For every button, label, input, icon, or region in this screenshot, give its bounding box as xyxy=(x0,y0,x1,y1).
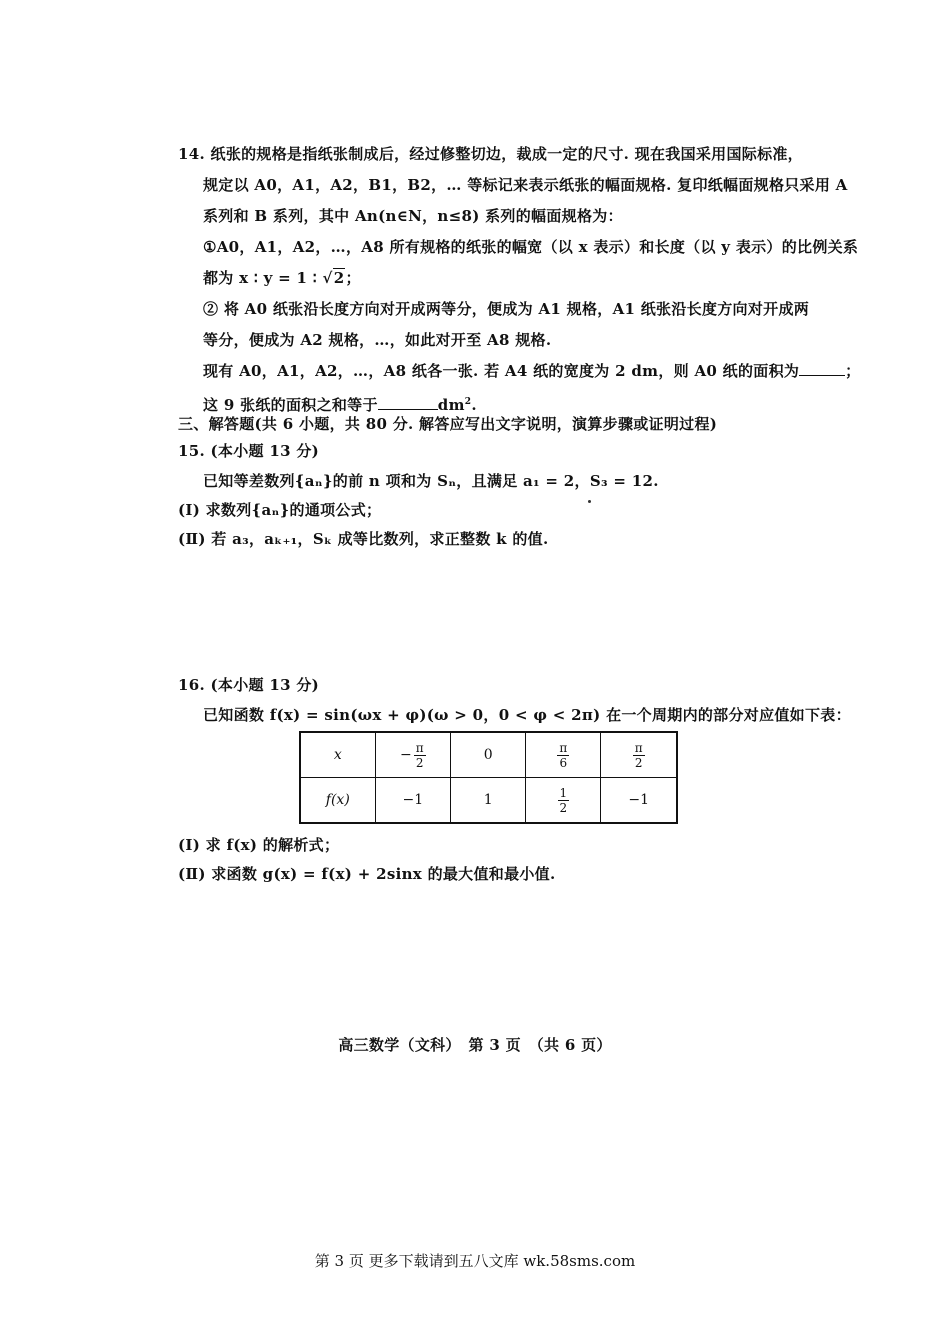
q14-sum-exp: 2 xyxy=(464,397,472,407)
table-cell-fx3: $\frac{1}{2}$ xyxy=(526,778,601,824)
table-cell-x2: 0 xyxy=(451,732,526,778)
q14-line-7: 等分，便成为 A2 规格，…，如此对开至 A8 规格. xyxy=(203,331,552,349)
watermark-footer: 第 3 页 更多下载请到五八文库 wk.58sms.com xyxy=(314,1252,636,1270)
q14-ratio-line xyxy=(203,268,361,288)
table-cell-fx1: −1 xyxy=(375,778,450,824)
value-table xyxy=(299,731,678,824)
q14-a0-area-text: 现有 A0，A1，A2，…，A8 纸各一张. 若 A4 纸的宽度为 2 dm，则 A0 纸的面积为 xyxy=(203,362,800,380)
q14-line-1: 14. 纸张的规格是指纸张制成后，经过修整切边，裁成一定的尺寸. 现在我国采用国际标准， xyxy=(178,145,803,163)
section-3-heading: 三、解答题(共 6 小题，共 80 分. 解答应写出文字说明，演算步骤或证明过程) xyxy=(178,415,718,433)
page-footer: 高三数学（文科） 第 3 页 （共 6 页） xyxy=(338,1036,612,1054)
table-row-fx xyxy=(300,778,677,824)
q14-sum-line xyxy=(203,392,477,415)
q14-sum-unit: dm xyxy=(437,396,465,414)
q15-part-1: (Ⅰ) 求数列{aₙ}的通项公式； xyxy=(178,501,382,519)
q14-a0-area-line xyxy=(203,361,860,381)
table-label-fx: f(x) xyxy=(300,778,375,824)
sqrt-symbol: √ xyxy=(322,269,333,287)
q14-ratio-prefix: 都为 x ∶ y = 1 ∶ xyxy=(203,269,323,287)
q15-part-2: (Ⅱ) 若 a₃，aₖ₊₁，Sₖ 成等比数列，求正整数 k 的值. xyxy=(178,530,549,548)
q14-a0-area-suffix: ； xyxy=(845,362,861,380)
q14-sum-suffix: . xyxy=(471,396,477,414)
q15-statement: 已知等差数列{aₙ}的前 n 项和为 Sₙ，且满足 a₁ = 2，S₃ = 12. xyxy=(203,472,659,490)
answer-blank-2[interactable] xyxy=(378,395,438,410)
q16-part-1: (Ⅰ) 求 f(x) 的解析式； xyxy=(178,836,340,854)
q16-statement: 已知函数 f(x) = sin(ωx + φ)(ω > 0，0 < φ < 2π) 在一个周期内的部分对应值如下表： xyxy=(203,706,851,724)
q14-ratio-suffix: ； xyxy=(345,269,361,287)
table-cell-fx2: 1 xyxy=(451,778,526,824)
table-cell-x1: − $\frac{\pi}{2}$ xyxy=(375,732,450,778)
q16-part-2: (Ⅱ) 求函数 g(x) = f(x) + 2sinx 的最大值和最小值. xyxy=(178,865,556,883)
table-label-x: x xyxy=(300,732,375,778)
q14-line-2: 规定以 A0，A1，A2，B1，B2，… 等标记来表示纸张的幅面规格. 复印纸幅面规格只采用 A xyxy=(203,176,848,194)
q16-title: 16. (本小题 13 分) xyxy=(178,676,320,694)
q14-line-3: 系列和 B 系列，其中 An(n∈N，n≤8) 系列的幅面规格为： xyxy=(203,207,623,225)
q14-line-6: ② 将 A0 纸张沿长度方向对开成两等分，便成为 A1 规格，A1 纸张沿长度方向对开成两 xyxy=(203,300,810,318)
table-cell-x3: $\frac{\pi}{6}$ xyxy=(526,732,601,778)
table-row-x xyxy=(300,732,677,778)
table-cell-x4: $\frac{\pi}{2}$ xyxy=(601,732,677,778)
q14-line-4: ①A0，A1，A2，…，A8 所有规格的纸张的幅宽（以 x 表示）和长度（以 y 表示）的比例关系 xyxy=(203,238,859,256)
q15-title: 15. (本小题 13 分) xyxy=(178,442,320,460)
answer-blank-1[interactable] xyxy=(799,361,845,376)
table-cell-fx4: −1 xyxy=(601,778,677,824)
q14-sum-text: 这 9 张纸的面积之和等于 xyxy=(203,396,378,414)
q14-ratio-root: 2 xyxy=(333,269,345,287)
scan-speck xyxy=(588,500,591,503)
